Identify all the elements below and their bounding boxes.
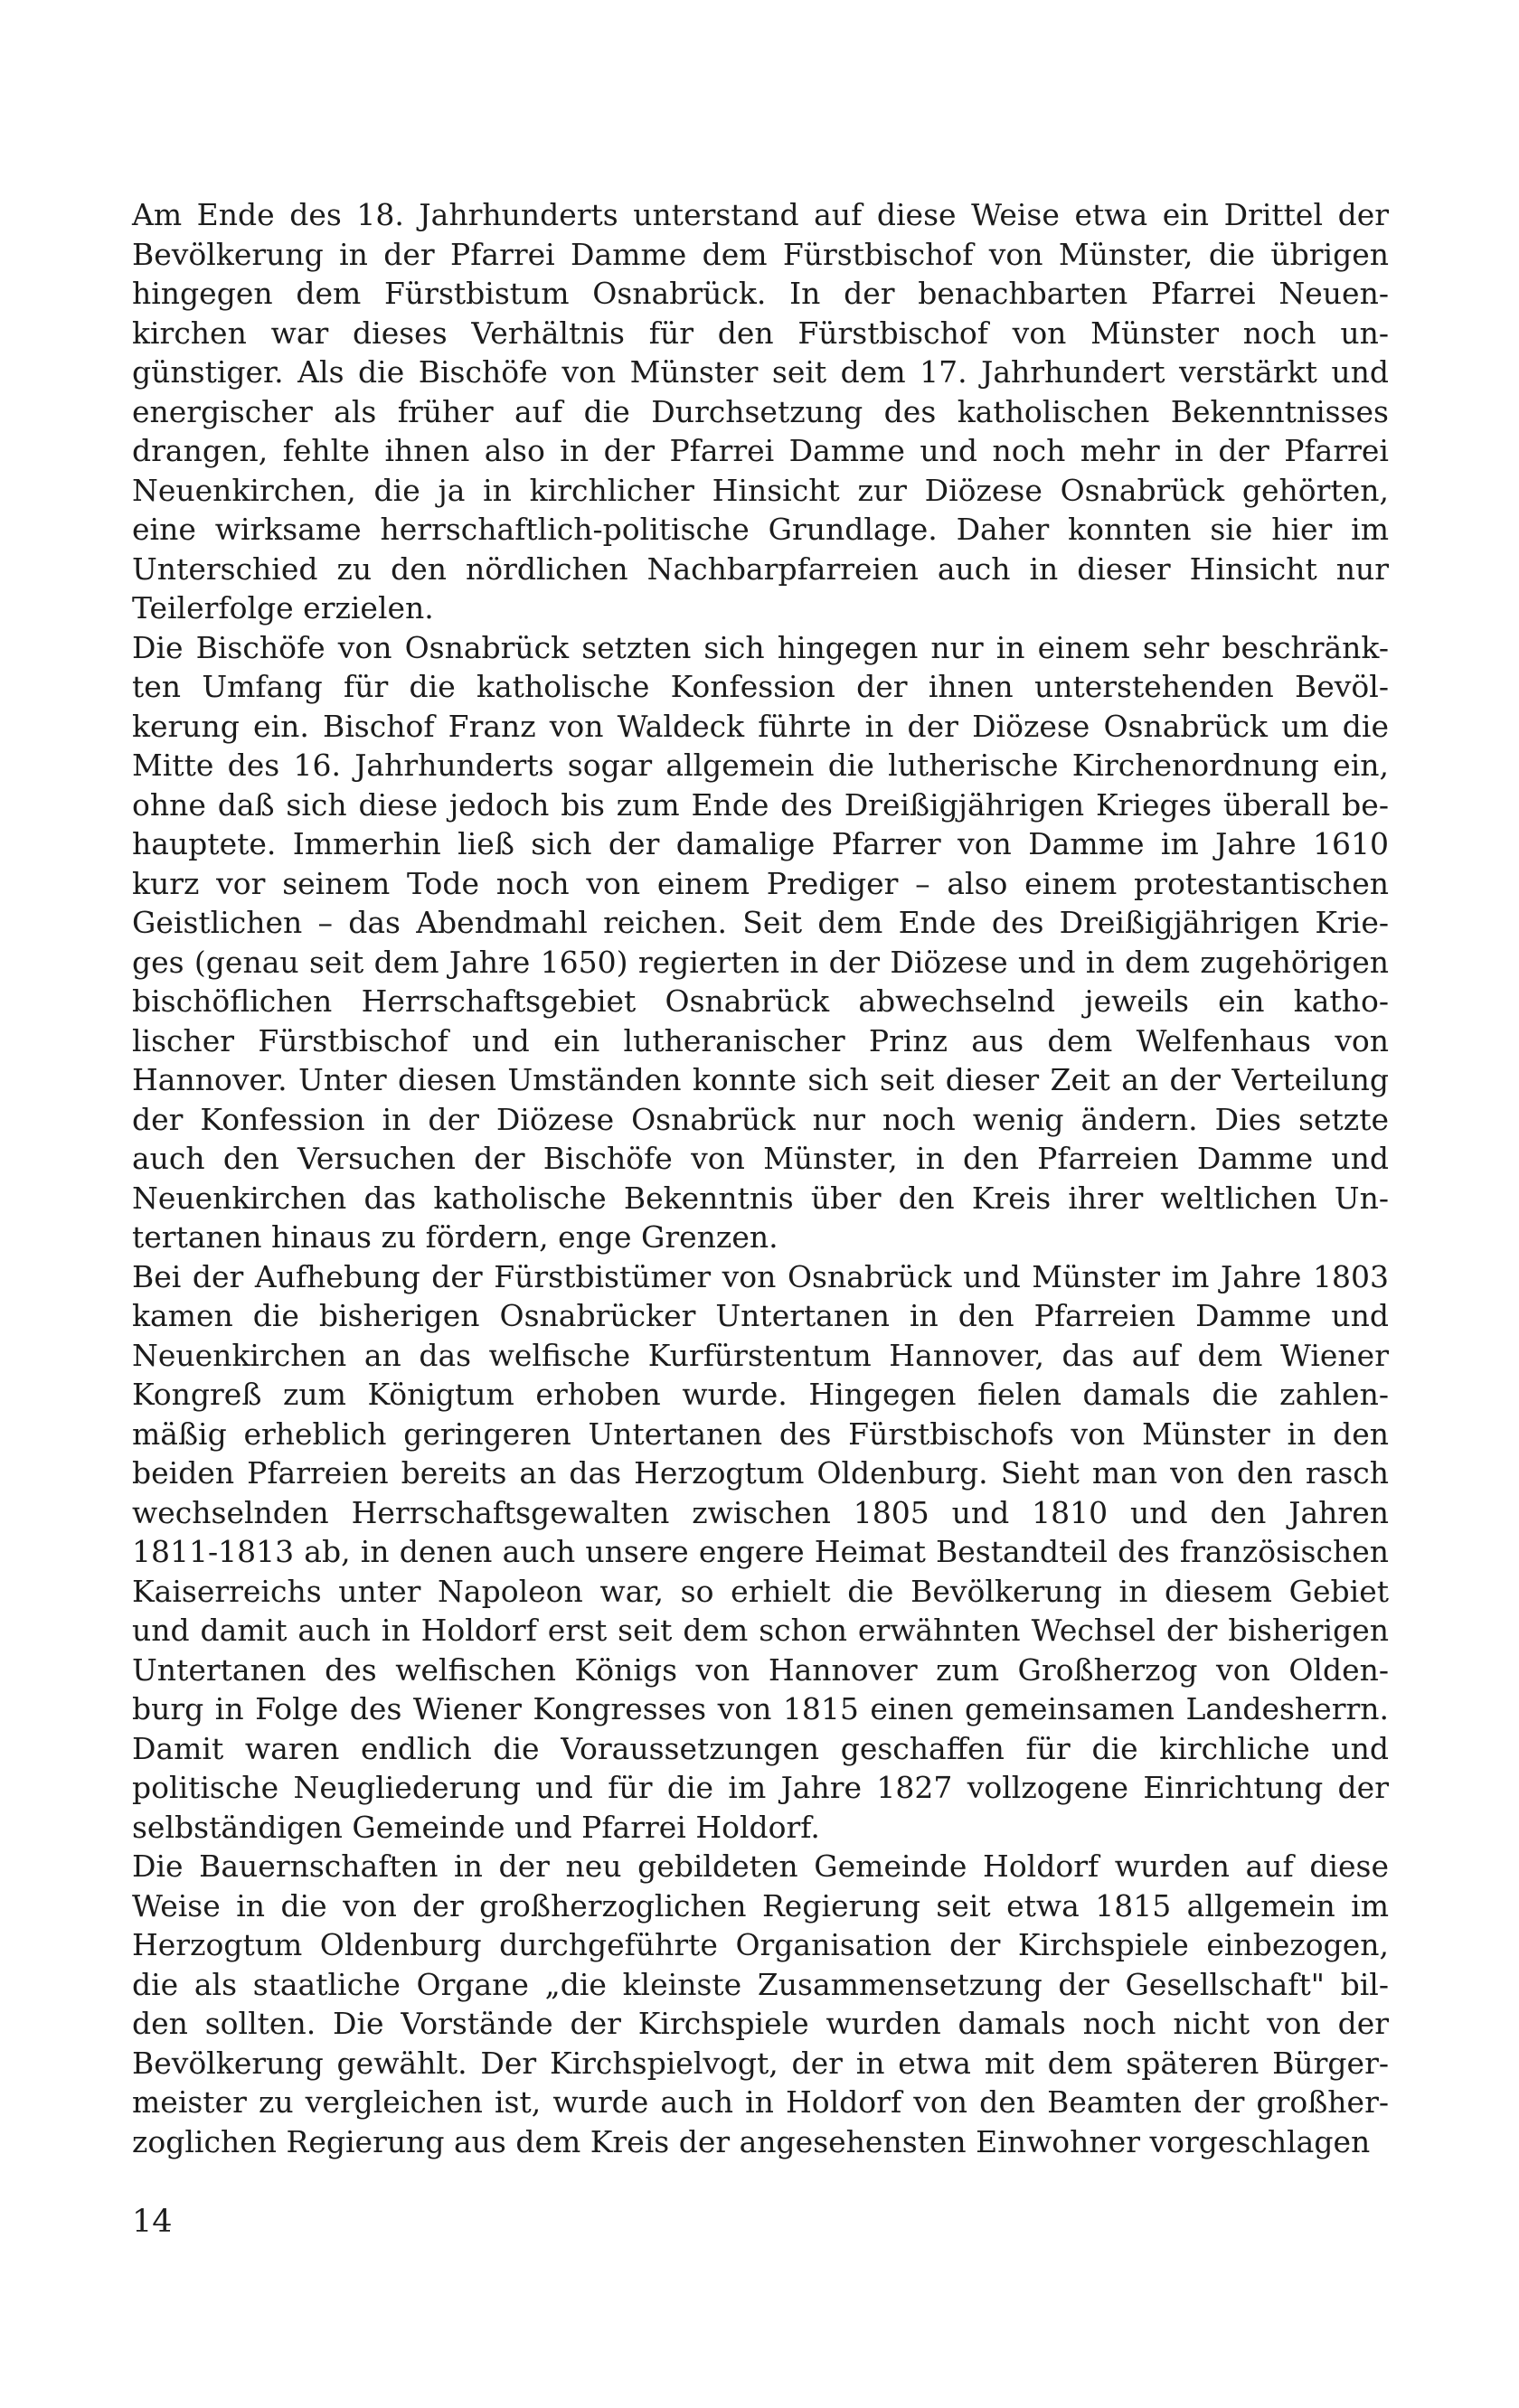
text-line: Bei der Aufhebung der Fürstbistümer von Osnabrück und Münster im Jahre 1803 bbox=[132, 1258, 1389, 1294]
text-line: Neuenkirchen an das welfische Kurfürstentum Hannover, das auf dem Wiener bbox=[132, 1337, 1389, 1373]
body-text bbox=[132, 195, 1389, 2161]
text-line: und damit auch in Holdorf erst seit dem schon erwähnten Wechsel der bisherigen bbox=[132, 1613, 1389, 1648]
text-line: Die Bischöfe von Osnabrück setzten sich hingegen nur in einem sehr beschränk- bbox=[132, 629, 1389, 665]
text-line: Damit waren endlich die Voraussetzungen geschaffen für die kirchliche und bbox=[132, 1730, 1389, 1766]
text-line: Neuenkirchen das katholische Bekenntnis über den Kreis ihrer weltlichen Un- bbox=[132, 1180, 1389, 1216]
text-line: Herzogtum Oldenburg durchgeführte Organisation der Kirchspiele einbezogen, bbox=[132, 1927, 1389, 1962]
text-line: burg in Folge des Wiener Kongresses von 1815 einen gemeinsamen Landesherrn. bbox=[132, 1691, 1389, 1726]
text-line: tertanen hinaus zu fördern, enge Grenzen. bbox=[132, 1219, 778, 1255]
text-line: auch den Versuchen der Bischöfe von Münster, in den Pfarreien Damme und bbox=[132, 1141, 1389, 1176]
text-line: 1811-1813 ab, in denen auch unsere engere Heimat Bestandteil des französischen bbox=[132, 1534, 1389, 1569]
text-line: bischöflichen Herrschaftsgebiet Osnabrück abwechselnd jeweils ein katho- bbox=[132, 983, 1389, 1019]
text-line: wechselnden Herrschaftsgewalten zwischen 1805 und 1810 und den Jahren bbox=[132, 1494, 1389, 1530]
text-line: kirchen war dieses Verhältnis für den Fürstbischof von Münster noch un- bbox=[132, 315, 1389, 351]
text-line: ges (genau seit dem Jahre 1650) regierten in der Diözese und in dem zugehörigen bbox=[132, 944, 1389, 980]
text-line: den sollten. Die Vorstände der Kirchspiele wurden damals noch nicht von der bbox=[132, 2006, 1389, 2041]
text-line: selbständigen Gemeinde und Pfarrei Holdorf. bbox=[132, 1809, 820, 1845]
paragraph bbox=[132, 1257, 1389, 1848]
text-line: Unterschied zu den nördlichen Nachbarpfarreien auch in dieser Hinsicht nur bbox=[132, 550, 1389, 587]
text-line: günstiger. Als die Bischöfe von Münster seit dem 17. Jahrhundert verstärkt und bbox=[132, 354, 1389, 390]
text-line: meister zu vergleichen ist, wurde auch in Holdorf von den Beamten der großher- bbox=[132, 2084, 1389, 2120]
text-line: Weise in die von der großherzoglichen Regierung seit etwa 1815 allgemein im bbox=[132, 1887, 1389, 1924]
text-line: ohne daß sich diese jedoch bis zum Ende des Dreißigjährigen Krieges überall be- bbox=[132, 786, 1389, 823]
text-line: mäßig erheblich geringeren Untertanen des Fürstbischofs von Münster in den bbox=[132, 1416, 1389, 1452]
text-line: die als staatliche Organe „die kleinste Zusammensetzung der Gesellschaft" bil- bbox=[132, 1966, 1389, 2002]
text-line: Teilerfolge erzielen. bbox=[132, 590, 434, 626]
text-line: energischer als früher auf die Durchsetzung des katholischen Bekenntnisses bbox=[132, 393, 1389, 429]
text-line: Hannover. Unter diesen Umständen konnte sich seit dieser Zeit an der Verteilung bbox=[132, 1062, 1389, 1097]
text-line: Am Ende des 18. Jahrhunderts unterstand auf diese Weise etwa ein Drittel der bbox=[132, 197, 1389, 232]
paragraph bbox=[132, 195, 1389, 628]
text-line: drangen, fehlte ihnen also in der Pfarrei Damme und noch mehr in der Pfarrei bbox=[132, 433, 1389, 468]
text-line: hauptete. Immerhin ließ sich der damalige Pfarrer von Damme im Jahre 1610 bbox=[132, 826, 1389, 861]
text-line: Die Bauernschaften in der neu gebildeten Gemeinde Holdorf wurden auf diese bbox=[132, 1848, 1389, 1884]
text-line: kerung ein. Bischof Franz von Waldeck führte in der Diözese Osnabrück um die bbox=[132, 708, 1389, 744]
text-line: Untertanen des welfischen Königs von Hannover zum Großherzog von Olden- bbox=[132, 1651, 1389, 1688]
text-line: Kongreß zum Königtum erhoben wurde. Hingegen fielen damals die zahlen- bbox=[132, 1377, 1389, 1412]
paragraph bbox=[132, 1847, 1389, 2161]
text-line: eine wirksame herrschaftlich-politische Grundlage. Daher konnten sie hier im bbox=[132, 512, 1389, 547]
text-line: politische Neugliederung und für die im Jahre 1827 vollzogene Einrichtung der bbox=[132, 1770, 1389, 1805]
text-line: Kaiserreichs unter Napoleon war, so erhielt die Bevölkerung in diesem Gebiet bbox=[132, 1573, 1389, 1609]
text-line: ten Umfang für die katholische Konfession der ihnen unterstehenden Bevöl- bbox=[132, 669, 1389, 704]
text-line: Bevölkerung gewählt. Der Kirchspielvogt, der in etwa mit dem späteren Bürger- bbox=[132, 2045, 1389, 2081]
text-line: Geistlichen – das Abendmahl reichen. Seit dem Ende des Dreißigjährigen Krie- bbox=[132, 905, 1389, 940]
text-line: hingegen dem Fürstbistum Osnabrück. In der benachbarten Pfarrei Neuen- bbox=[132, 276, 1389, 311]
text-line: zoglichen Regierung aus dem Kreis der angesehensten Einwohner vorgeschlagen bbox=[132, 2123, 1371, 2159]
text-line: beiden Pfarreien bereits an das Herzogtum Oldenburg. Sieht man von den rasch bbox=[132, 1455, 1389, 1491]
text-line: kamen die bisherigen Osnabrücker Untertanen in den Pfarreien Damme und bbox=[132, 1298, 1389, 1333]
text-line: kurz vor seinem Tode noch von einem Prediger – also einem protestantischen bbox=[132, 865, 1389, 901]
text-line: der Konfession in der Diözese Osnabrück nur noch wenig ändern. Dies setzte bbox=[132, 1101, 1389, 1137]
text-line: Bevölkerung in der Pfarrei Damme dem Fürstbischof von Münster, die übrigen bbox=[132, 236, 1389, 272]
text-line: Mitte des 16. Jahrhunderts sogar allgemein die lutherische Kirchenordnung ein, bbox=[132, 748, 1389, 783]
text-line: Neuenkirchen, die ja in kirchlicher Hinsicht zur Diözese Osnabrück gehörten, bbox=[132, 472, 1389, 508]
text-line: lischer Fürstbischof und ein lutheranischer Prinz aus dem Welfenhaus von bbox=[132, 1022, 1389, 1058]
paragraph bbox=[132, 628, 1389, 1257]
page-number: 14 bbox=[132, 2204, 173, 2240]
